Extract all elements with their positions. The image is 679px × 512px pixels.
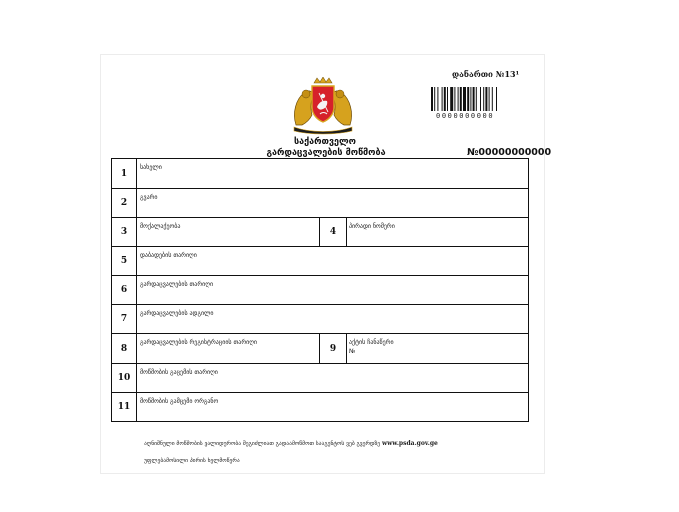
- row-number: 7: [112, 305, 137, 333]
- certificate-number: №00000000000: [467, 147, 552, 158]
- field-label-registration-date: გარდაცვალების რეგისტრაციის თარიღი: [140, 339, 258, 346]
- row-number: 6: [112, 276, 137, 304]
- field-label-birth-date: დაბადების თარიღი: [140, 252, 197, 259]
- verification-note-text: აღნიშნული მოწმობის ვალიდურობა შეგიძლიათ გადაამოწმოთ სააგენტოს ვებ გვერდზე: [144, 441, 381, 447]
- field-label-death-place: გარდაცვალების ადგილი: [140, 310, 214, 317]
- verification-note: [144, 440, 438, 447]
- row-number: 11: [112, 393, 137, 421]
- barcode-digits: 0000000000: [436, 112, 495, 120]
- document-title: გარდაცვალების მოწმობა: [266, 148, 386, 158]
- row-number: 1: [112, 159, 137, 188]
- row-birth-date: [112, 246, 528, 275]
- country-name: საქართველო: [293, 137, 357, 147]
- row-number: 10: [112, 364, 137, 392]
- row-issuing-authority: [112, 392, 528, 421]
- cell-divider: [346, 334, 347, 363]
- row-issue-date: [112, 363, 528, 392]
- field-label-surname: გვარი: [140, 194, 158, 201]
- cell-divider: [346, 218, 347, 246]
- act-record-number-sign: №: [349, 348, 356, 355]
- row-number: 9: [329, 343, 337, 354]
- coat-of-arms-emblem: [290, 77, 356, 135]
- row-number: 3: [112, 218, 137, 246]
- row-number: 4: [329, 227, 337, 237]
- field-label-issue-date: მოწმობის გაცემის თარიღი: [140, 369, 218, 376]
- field-label-issuing-authority: მოწმობის გამცემი ორგანო: [140, 398, 219, 405]
- certificate-form-table: [111, 158, 529, 422]
- row-citizenship-personal-number: [112, 217, 528, 246]
- field-label-citizenship: მოქალაქეობა: [140, 223, 181, 230]
- row-surname: [112, 188, 528, 217]
- row-death-date: [112, 275, 528, 304]
- field-label-personal-number: პირადი ნომერი: [349, 223, 395, 230]
- field-label-first-name: სახელი: [140, 164, 162, 171]
- authorized-signature-label: უფლებამოსილი პირის ხელმოწერა: [144, 458, 240, 464]
- row-number: 8: [112, 334, 137, 363]
- field-label-death-date: გარდაცვალების თარიღი: [140, 281, 214, 288]
- row-death-place: [112, 304, 528, 333]
- verification-url[interactable]: www.psda.gov.ge: [381, 440, 438, 447]
- barcode: [431, 87, 525, 111]
- annex-label: დანართი №13¹: [452, 69, 520, 79]
- row-number: 5: [112, 247, 137, 275]
- row-registration-act: [112, 333, 528, 363]
- row-number: 2: [112, 189, 137, 217]
- row-first-name: [112, 159, 528, 188]
- field-label-act-record: აქტის ჩანაწერი: [349, 339, 394, 346]
